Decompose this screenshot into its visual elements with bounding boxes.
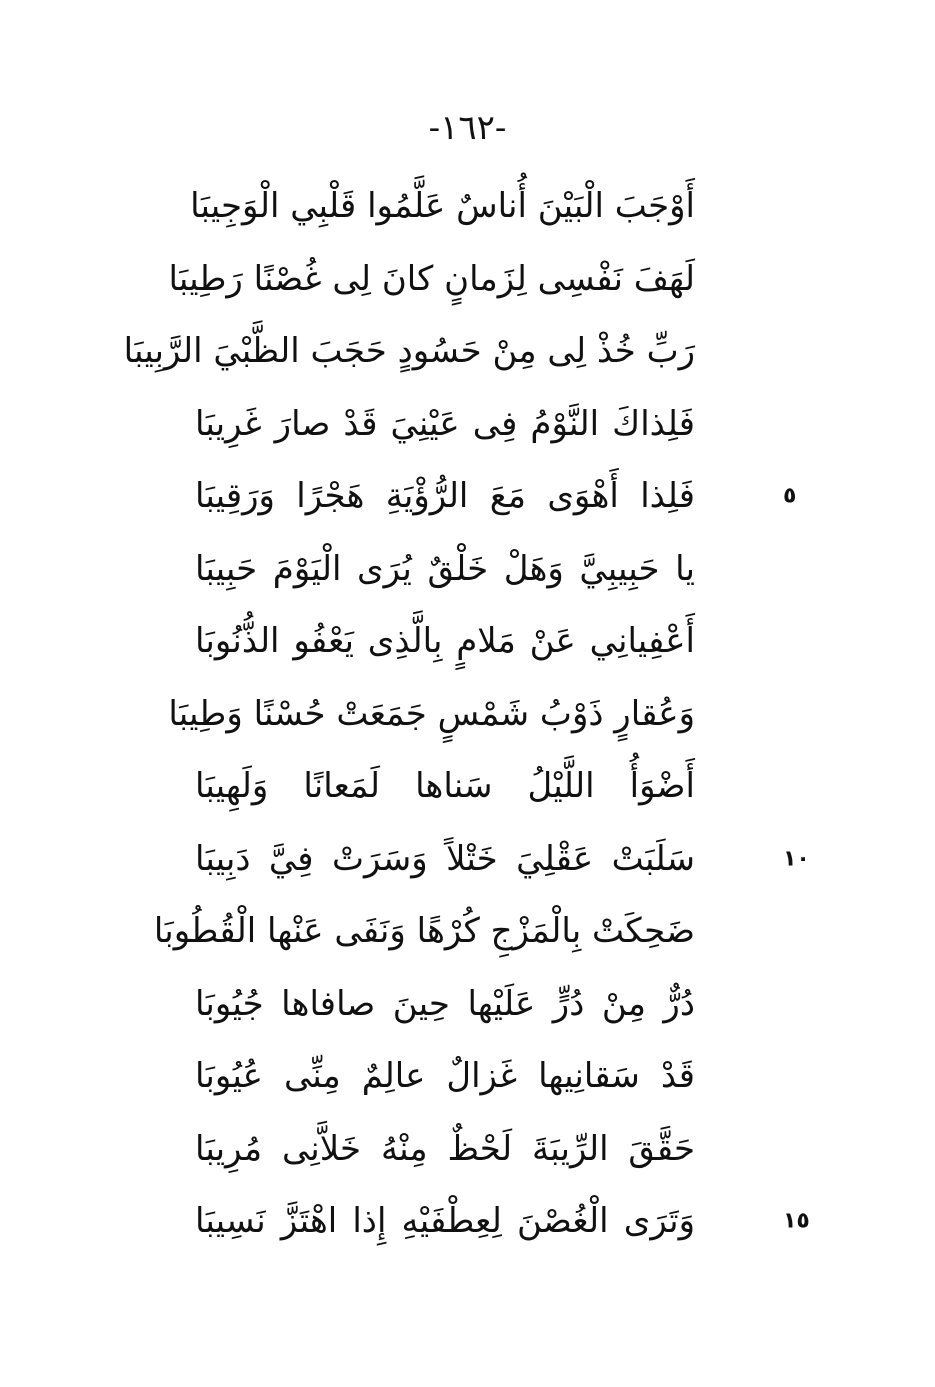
verse-text: رَبِّ خُذْ لِى مِنْ حَسُودٍ حَجَبَ الظَّبْيَ الرَّبِيبَا [123,331,695,372]
verse-line [195,460,797,533]
verse-text: لَهَفَ نَفْسِى لِزَمانٍ كانَ لِى غُصْنًا رَطِيبَا [168,258,695,299]
verse-line [153,895,715,968]
verse-line [195,533,715,606]
verse-line [168,243,715,316]
verse-line [195,1113,715,1186]
verse-text: حَقَّقَ الرِّيبَةَ لَحْظٌ مِنْهُ خَلاَّنِى مُرِيبَا [195,1128,695,1169]
verse-line [195,1040,715,1113]
poem-verses [123,170,810,1258]
verse-text: قَدْ سَقانِيها غَزالٌ عالِمٌ مِنِّى عُيُوبَا [195,1056,695,1097]
verse-text: يا حَبِيبِيَّ وَهَلْ خَلْقٌ يُرَى الْيَوْمَ حَبِيبَا [195,548,695,589]
verse-line [168,678,715,751]
page-number: -١٦٢- [428,108,507,148]
verse-text: أَعْفِيانِي عَنْ مَلامٍ بِالَّذِى يَعْفُو الذُّنُوبَا [195,621,695,662]
verse-line [195,388,715,461]
line-number: ١٠ [783,846,810,872]
verse-text: سَلَبَتْ عَقْلِيَ خَتْلاً وَسَرَتْ فِيَّ دَبِيبَا [195,838,695,879]
verse-line [195,605,715,678]
verse-text: فَلِذاكَ النَّوْمُ فِى عَيْنِيَ قَدْ صارَ غَرِيبَا [195,403,695,444]
verse-line [195,823,810,896]
line-number: ٥ [783,483,797,509]
line-number: ١٥ [783,1208,810,1234]
verse-text: دُرٌّ مِنْ دُرٍّ عَلَيْها حِينَ صافاها جُيُوبَا [195,983,695,1024]
verse-text: وَعُقارٍ ذَوْبُ شَمْسٍ جَمَعَتْ حُسْنًا وَطِيبَا [168,693,695,734]
verse-line [190,170,715,243]
verse-text: أَضْوَأُ اللَّيْلُ سَناها لَمَعانًا وَلَهِيبَا [195,766,695,807]
verse-line [195,750,715,823]
verse-text: ضَحِكَتْ بِالْمَزْجِ كُرْهًا وَنَفَى عَنْها الْقُطُوبَا [153,911,695,952]
verse-text: أَوْجَبَ الْبَيْنَ أُناسٌ عَلَّمُوا قَلْبِي الْوَجِيبَا [190,186,695,227]
verse-line [123,315,715,388]
verse-line [195,968,715,1041]
verse-text: فَلِذا أَهْوَى مَعَ الرُّؤْيَةِ هَجْرًا وَرَقِيبَا [195,476,695,517]
verse-line [195,1185,810,1258]
verse-text: وَتَرَى الْغُصْنَ لِعِطْفَيْهِ إِذا اهْتَزَّ نَسِيبَا [195,1201,695,1242]
